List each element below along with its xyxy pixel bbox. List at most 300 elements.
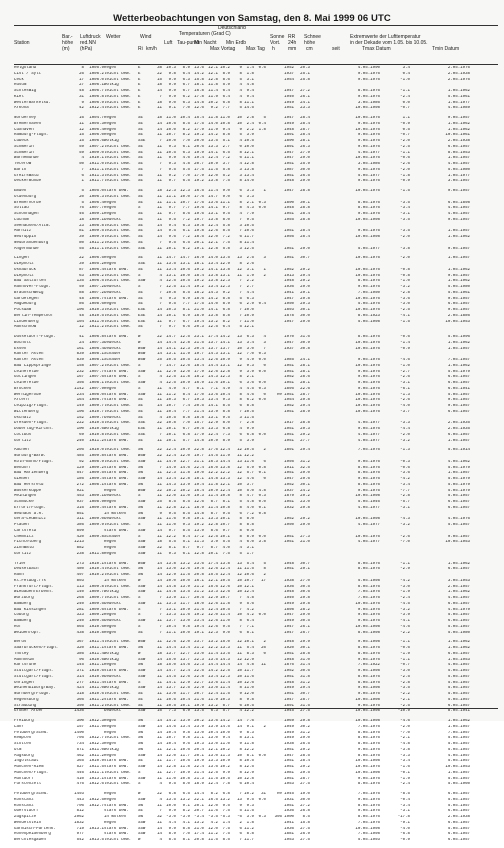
table-cell: 10.6 <box>166 121 176 126</box>
table-cell: 899 <box>76 528 84 533</box>
table-cell: 272 <box>76 482 84 487</box>
table-cell: 0.3 <box>258 494 266 499</box>
table-cell: 19.8 <box>194 229 204 234</box>
table-cell: 1951 <box>284 256 294 261</box>
table-cell: S <box>138 273 141 278</box>
table-cell: W <box>138 340 141 345</box>
table-cell: 7 <box>239 421 242 426</box>
table-cell: 1142 <box>74 386 84 391</box>
table-cell: -4.6 <box>400 719 410 723</box>
table-cell: 5.05.1957 <box>447 669 470 673</box>
table-cell: 11.4 <box>180 285 190 289</box>
table-cell: 12.2 <box>166 534 176 539</box>
table-cell: 9.05.1976 <box>357 375 380 380</box>
station-name: Gardelegen <box>14 296 39 301</box>
table-cell: 6.9 <box>182 296 190 301</box>
table-cell: 11 <box>237 651 242 656</box>
table-cell: 13.3 <box>166 601 176 606</box>
table-cell: 9.7 <box>168 528 176 533</box>
table-cell: 11.9 <box>208 94 218 99</box>
table-cell: 10.5 <box>220 776 230 781</box>
table-cell: 30.6 <box>300 669 310 673</box>
table-cell: -1.8 <box>400 173 410 178</box>
table-cell: 5.9 <box>222 83 230 88</box>
table-cell: 1006.3 <box>89 194 104 199</box>
table-cell: 10.6 <box>180 267 190 272</box>
table-cell: 13.1 <box>220 363 230 368</box>
table-cell: 3.9 <box>246 133 254 138</box>
table-cell: leicht bew. <box>104 838 132 842</box>
table-cell: 9.05.1957 <box>447 534 470 539</box>
table-cell: 9.05.1976 <box>357 179 380 184</box>
table-cell: 12.0 <box>208 613 218 618</box>
table-cell: 8.8 <box>222 409 230 414</box>
table-cell: 6 <box>239 630 242 635</box>
table-cell: -2.5 <box>400 703 410 708</box>
table-cell: 4.05.1989 <box>447 106 470 111</box>
table-cell: 11 <box>157 517 162 522</box>
table-cell: 6.5 <box>222 150 230 155</box>
table-cell: 5 <box>239 325 242 330</box>
table-cell: 0.3 <box>258 352 266 357</box>
table-cell: 232 <box>76 369 84 374</box>
table-cell: stark bew. <box>104 669 129 673</box>
table-cell: 1 <box>263 267 266 272</box>
table-cell: 0.0 <box>246 528 254 533</box>
table-cell: 28.8 <box>300 421 310 426</box>
table-cell: 1952 <box>284 517 294 522</box>
table-cell: 1.05.1957 <box>447 724 470 729</box>
table-cell: 14 <box>157 578 162 583</box>
table-cell: 1005.3 <box>89 121 104 126</box>
table-cell: 1006.4 <box>89 346 104 351</box>
table-cell: 17.6 <box>194 194 204 199</box>
table-cell: 9.05.1957 <box>447 404 470 408</box>
table-cell: 10.1 <box>220 381 230 385</box>
table-cell: 20.8 <box>194 573 204 577</box>
table-cell: 1011.4 <box>89 680 104 685</box>
table-cell: -2.0 <box>400 724 410 729</box>
table-cell: 1.05.1957 <box>447 156 470 161</box>
station-name: Kahler Asten <box>14 352 44 357</box>
table-cell: 14.7 <box>180 256 190 261</box>
table-cell: leicht bew. <box>104 770 132 775</box>
table-cell: 11 <box>261 663 266 668</box>
table-cell: 22.4 <box>194 765 204 769</box>
table-cell: 5.05.1957 <box>447 624 470 629</box>
table-cell: 7.6 <box>246 719 254 723</box>
table-cell: 9.7 <box>168 325 176 330</box>
table-cell: 937 <box>76 500 84 504</box>
table-cell: 1009.1 <box>89 217 104 222</box>
table-cell: 13.2 <box>208 703 218 708</box>
table-cell: 22.3 <box>194 657 204 662</box>
table-cell: 22 <box>157 546 162 550</box>
table-cell: 2 <box>263 573 266 577</box>
table-cell: 9.05.1998 <box>357 669 380 673</box>
table-cell: S <box>138 494 141 499</box>
table-cell: 11 <box>157 505 162 510</box>
table-cell: 11.7 <box>244 235 254 239</box>
station-name: Öhringen <box>14 680 34 685</box>
table-cell: -3.6 <box>400 471 410 476</box>
header-h: h <box>272 46 275 52</box>
table-cell: 11 <box>157 471 162 476</box>
table-cell: 27.5 <box>300 709 310 714</box>
table-cell: 12.5 <box>208 325 218 330</box>
table-cell: 1947 <box>284 189 294 193</box>
table-cell: 22 <box>157 454 162 458</box>
station-name: Bamberg <box>14 619 32 623</box>
table-cell: 13.9 <box>208 409 218 414</box>
table-cell: 1936 <box>284 826 294 831</box>
table-cell: 9 <box>239 803 242 808</box>
table-cell: 8.8 <box>222 313 230 318</box>
table-cell: 12.3 <box>220 375 230 380</box>
table-cell: 19.4 <box>194 624 204 629</box>
table-cell: 6.05.1957 <box>447 838 470 842</box>
table-cell: -0.6 <box>400 156 410 161</box>
table-cell: 13.7 <box>208 346 218 351</box>
table-cell: 2.05.1938 <box>447 71 470 76</box>
table-cell: 12.8 <box>180 340 190 345</box>
table-cell: 18.6 <box>194 296 204 301</box>
header-redNN: red.NN <box>80 40 96 46</box>
table-cell: 9.05.1976 <box>357 133 380 138</box>
station-name: Düsseldorf-Flugh. <box>14 335 56 339</box>
table-cell: 11 <box>157 386 162 391</box>
table-cell: 5.2 <box>222 173 230 178</box>
table-cell: SW <box>138 747 143 752</box>
table-cell: 1891 <box>284 448 294 453</box>
table-cell: 17 <box>79 77 84 82</box>
table-cell: 14.7 <box>166 256 176 261</box>
table-cell: 12.8 <box>208 77 218 82</box>
station-name: Coburg <box>14 613 29 618</box>
table-cell: 1948 <box>284 657 294 662</box>
table-cell: 3.05.1986 <box>357 162 380 166</box>
table-cell: 26.1 <box>300 624 310 629</box>
table-cell: 10.7 <box>244 578 254 583</box>
table-cell: 1006.8 <box>89 335 104 339</box>
table-cell: 12.1 <box>244 150 254 155</box>
table-cell: 12.8 <box>166 765 176 769</box>
table-cell: stark bew. <box>104 454 129 458</box>
table-cell: 1951 <box>284 363 294 368</box>
table-cell: 11 <box>157 398 162 403</box>
station-name: Großer Arber <box>14 709 44 714</box>
table-cell: W <box>138 578 141 583</box>
table-cell: -0.9 <box>400 179 410 184</box>
table-cell: 12.1 <box>244 584 254 589</box>
table-cell: 15.6 <box>208 584 218 589</box>
station-name: Bremervörde <box>14 200 42 205</box>
table-cell: 14.4 <box>194 792 204 796</box>
table-cell: 11.0 <box>220 742 230 746</box>
table-cell: 9.5 <box>222 803 230 808</box>
table-cell: 20.7 <box>194 809 204 814</box>
table-cell: 356 <box>76 381 84 385</box>
table-cell: 1011.2 <box>89 325 104 330</box>
table-cell: 11 <box>237 646 242 650</box>
table-cell: S <box>138 782 141 787</box>
table-cell: 20.1 <box>194 753 204 758</box>
table-cell: 8.05.1976 <box>357 736 380 741</box>
table-cell: 28.2 <box>300 607 310 612</box>
table-cell: 25 <box>157 358 162 362</box>
table-cell: 1985 <box>284 358 294 362</box>
table-cell: wolkig <box>104 747 119 752</box>
table-cell: 1951 <box>284 106 294 111</box>
table-cell: 4.05.1977 <box>357 432 380 437</box>
table-cell: -6 <box>237 815 242 819</box>
table-cell: 2.05.1886 <box>447 313 470 318</box>
table-cell: 1013.1 <box>89 826 104 831</box>
station-table <box>14 66 498 848</box>
table-cell: 14.4 <box>166 340 176 345</box>
table-cell: 1952 <box>284 375 294 380</box>
table-cell: 5 <box>239 106 242 111</box>
table-cell: 6.1 <box>182 229 190 234</box>
table-cell: SSW <box>138 820 146 825</box>
table-cell: -4.3 <box>400 517 410 522</box>
table-cell: 11.2 <box>166 392 176 397</box>
table-cell: 23.0 <box>300 500 310 504</box>
table-cell: SSW <box>138 459 146 464</box>
station-group <box>14 189 498 252</box>
table-cell: leicht bew. <box>104 94 132 99</box>
table-cell: 1969 <box>284 719 294 723</box>
table-cell: 9.05.1976 <box>357 607 380 612</box>
table-cell: 4.5 <box>246 386 254 391</box>
table-cell: 13.9 <box>166 596 176 600</box>
table-cell: leicht bew. <box>104 167 132 172</box>
table-cell: 17.9 <box>194 432 204 437</box>
table-cell: 1970 <box>284 335 294 339</box>
table-cell: 14.7 <box>166 363 176 368</box>
table-cell: 7 <box>159 285 162 289</box>
table-cell: 21.3 <box>194 776 204 781</box>
table-cell: 11 <box>79 121 84 126</box>
table-cell: 13.3 <box>208 144 218 149</box>
table-cell: 7 <box>159 432 162 437</box>
table-cell: 13.0 <box>208 736 218 741</box>
table-cell: 59 <box>79 285 84 289</box>
table-cell: 10.1 <box>244 640 254 645</box>
table-cell: 29.1 <box>300 567 310 572</box>
table-cell: Regen <box>104 546 117 550</box>
table-cell: 7 <box>159 302 162 307</box>
table-cell: 4 <box>159 782 162 787</box>
table-cell: 0 <box>263 392 266 397</box>
table-cell: 11 <box>157 200 162 205</box>
table-cell: 6.1 <box>182 144 190 149</box>
table-cell: 7 <box>239 319 242 324</box>
table-cell: 1010.5 <box>89 421 104 426</box>
table-cell: 46 <box>79 212 84 216</box>
table-cell: 18.5 <box>194 235 204 239</box>
table-cell: 8.5 <box>182 121 190 126</box>
table-cell: 13.9 <box>208 724 218 729</box>
table-cell <box>266 782 282 788</box>
table-cell: 6.05.1957 <box>447 567 470 572</box>
table-cell: 10 <box>237 116 242 120</box>
table-cell: 1951 <box>284 471 294 476</box>
table-cell: 14.8 <box>166 590 176 595</box>
table-cell: 14 <box>157 404 162 408</box>
table-cell: 13.5 <box>166 797 176 802</box>
table-cell: 812 <box>76 809 84 814</box>
table-cell: 6.8 <box>222 308 230 312</box>
table-cell: 21.1 <box>194 736 204 741</box>
table-cell: 10.5 <box>166 150 176 155</box>
table-cell: 26.1 <box>300 94 310 99</box>
table-cell: 1008.1 <box>89 482 104 487</box>
table-cell: 22.8 <box>194 674 204 679</box>
table-cell: 5.05.1993 <box>357 838 380 842</box>
report-title: Wetterbeobachtungen von Samstag, den 8. Mai 1999 06 UTC <box>113 13 391 24</box>
table-cell: 30.6 <box>300 590 310 595</box>
table-cell: 10.05.1976 <box>355 404 380 408</box>
table-cell: stark bew. <box>104 465 129 470</box>
table-cell: -0.8 <box>400 267 410 272</box>
table-cell: leicht bew. <box>104 279 132 284</box>
table-cell: wolkig <box>104 590 119 595</box>
table-cell: SE <box>138 116 143 120</box>
table-cell: 10.5 <box>180 358 190 362</box>
table-cell: 1951 <box>284 692 294 696</box>
table-cell: 14 <box>157 826 162 831</box>
table-cell: 14.1 <box>208 267 218 272</box>
table-cell: Regen <box>104 262 117 266</box>
table-cell: 11.4 <box>208 651 218 656</box>
table-row <box>14 247 498 253</box>
table-cell: 1890 <box>284 139 294 143</box>
table-cell <box>310 325 380 331</box>
table-cell: 11.4 <box>244 240 254 245</box>
station-name: Köln-Bonn/Flugh. <box>14 459 54 464</box>
station-name: Leipzig/Flugh. <box>14 404 49 408</box>
table-cell: 1007.2 <box>89 290 104 295</box>
table-cell: 106 <box>76 308 84 312</box>
table-cell: 18 <box>157 189 162 193</box>
table-cell: SSW <box>138 686 146 691</box>
table-cell: SW <box>138 646 143 650</box>
table-cell: 10.8 <box>220 494 230 499</box>
table-cell: 4 <box>239 83 242 88</box>
table-cell: 9.0 <box>222 189 230 193</box>
table-cell: 10.1 <box>208 551 218 556</box>
table-cell: 9.6 <box>168 235 176 239</box>
table-cell: 10.05.1976 <box>355 534 380 539</box>
table-cell: 11 <box>157 256 162 261</box>
table-cell: 10.05.1976 <box>355 296 380 301</box>
table-cell: SE <box>138 223 143 228</box>
table-cell: 14.7 <box>166 335 176 339</box>
table-cell: 1951 <box>284 432 294 437</box>
table-cell: 12.5 <box>166 375 176 380</box>
table-cell: 17.8 <box>194 94 204 99</box>
station-name: Regensburg <box>14 697 39 702</box>
table-cell: 5.05.1957 <box>447 697 470 702</box>
table-cell: 10.05.1976 <box>355 765 380 769</box>
table-cell: 30.7 <box>300 692 310 696</box>
table-cell: -3.2 <box>400 438 410 443</box>
table-cell: 4 <box>239 427 242 431</box>
table-cell: 1947 <box>284 150 294 155</box>
table-cell: 10.2 <box>244 792 254 796</box>
table-cell: Regen <box>104 116 117 120</box>
table-cell: 22 <box>157 448 162 453</box>
table-cell: -3.0 <box>400 669 410 673</box>
table-cell: 6.05.1957 <box>447 619 470 623</box>
table-cell: 1007.2 <box>89 285 104 289</box>
table-cell: 2962 <box>74 815 84 819</box>
table-cell: SE <box>138 290 143 295</box>
table-cell: SW <box>138 567 143 572</box>
table-cell: 1007.2 <box>89 363 104 368</box>
table-cell: SE <box>138 217 143 222</box>
table-cell: 10.4 <box>166 409 176 414</box>
table-cell: 4 <box>239 709 242 714</box>
table-cell: 6 <box>81 173 84 178</box>
table-cell: 8 <box>239 534 242 539</box>
table-cell: 1913 <box>284 273 294 278</box>
table-cell: 8 <box>239 240 242 245</box>
table-cell: 13.6 <box>208 200 218 205</box>
table-cell: 1951 <box>284 229 294 234</box>
table-cell: 1949 <box>284 100 294 105</box>
table-cell: 13.5 <box>166 262 176 266</box>
table-cell: 13.4 <box>194 358 204 362</box>
table-cell: 6.8 <box>168 792 176 796</box>
station-name: Doberlug-Kirchh. <box>14 427 54 431</box>
table-cell: 28.4 <box>300 121 310 126</box>
table-cell: leicht bew. <box>104 179 132 184</box>
header-minNacht: Min Nacht <box>194 40 217 46</box>
table-cell: SE <box>138 235 143 239</box>
table-cell: 7.1 <box>210 386 218 391</box>
table-cell: 11 <box>157 144 162 149</box>
table-cell: SE <box>138 404 143 408</box>
table-cell: 14 <box>157 477 162 481</box>
table-cell: 14 <box>157 657 162 662</box>
table-cell: 6.8 <box>222 792 230 796</box>
table-cell <box>410 552 470 558</box>
table-cell: 12.0 <box>208 173 218 178</box>
table-cell: 5 <box>239 809 242 814</box>
table-cell: 8.05.1976 <box>357 680 380 685</box>
table-cell: 14.8 <box>194 100 204 105</box>
table-cell: SW <box>138 730 143 735</box>
table-cell: 9.05.1976 <box>357 797 380 802</box>
table-cell: 10.05.1998 <box>355 624 380 629</box>
table-cell: -2.8 <box>400 680 410 685</box>
table-cell: -2.0 <box>400 432 410 437</box>
table-cell: 1008.0 <box>89 392 104 397</box>
table-cell: 9 <box>239 692 242 696</box>
table-cell: 8.2 <box>182 127 190 132</box>
table-cell: 9.05.1976 <box>357 427 380 431</box>
header-luftdruck: Luftdruck <box>80 34 101 40</box>
table-cell: Regen <box>104 200 117 205</box>
table-cell: 7.5 <box>222 826 230 831</box>
table-cell: 11.0 <box>166 776 176 781</box>
table-cell: 13.4 <box>208 398 218 403</box>
table-cell: 11.6 <box>208 809 218 814</box>
table-cell: 3.1 <box>246 546 254 550</box>
table-cell: 13 <box>237 256 242 261</box>
